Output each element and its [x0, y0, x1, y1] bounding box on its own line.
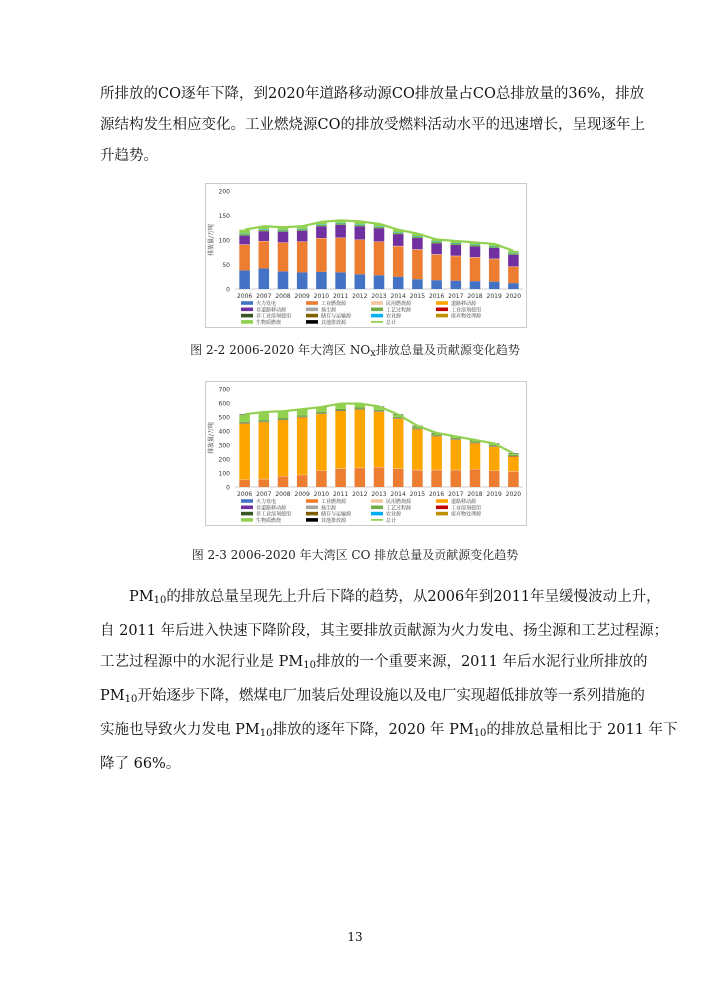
x-tick-label: 2014: [390, 293, 406, 300]
caption-subscript: x: [370, 348, 376, 359]
bar-segment: [489, 246, 500, 247]
x-tick-label: 2008: [275, 491, 291, 498]
co-chart-svg: [205, 381, 527, 526]
bar-segment: [508, 455, 519, 456]
bar-segment: [278, 420, 289, 476]
bar-segment: [239, 424, 250, 480]
legend-swatch: [436, 499, 448, 503]
bar-segment: [316, 225, 327, 226]
bar-segment: [297, 272, 308, 289]
bar-segment: [508, 456, 519, 471]
legend-swatch: [306, 314, 318, 318]
y-tick-label: 100: [218, 470, 230, 478]
legend-label: 非道路移动源: [256, 307, 287, 314]
legend-label: 工艺过程源: [386, 505, 412, 512]
figure-2-2-caption: [0, 341, 710, 359]
legend-swatch: [241, 506, 253, 510]
y-tick-label: 600: [218, 400, 230, 408]
x-tick-label: 2006: [236, 293, 253, 300]
x-tick-label: 2008: [275, 293, 291, 300]
text: 工艺过程源中的水泥行业是 PM: [100, 654, 304, 670]
bar-segment: [316, 412, 327, 414]
legend-label: 废弃物处理源: [451, 511, 482, 518]
bar-segment: [374, 467, 385, 487]
bar-segment: [431, 242, 442, 243]
paragraph-1-line-3: 升趋势。: [100, 148, 158, 164]
bar-segment: [393, 233, 404, 234]
bar-segment: [239, 230, 250, 234]
legend-label: 扬尘源: [321, 505, 337, 512]
legend-swatch: [436, 308, 448, 312]
bar-segment: [297, 415, 308, 417]
paragraph-1: [100, 79, 645, 172]
bar-segment: [451, 245, 462, 256]
y-tick-label: 700: [218, 386, 230, 394]
page-number: 13: [347, 930, 363, 944]
bar-segment: [278, 477, 289, 488]
bar-segment: [355, 240, 366, 274]
legend-label: 总计: [386, 319, 397, 326]
bar-segment: [508, 283, 519, 289]
legend-label: 道路移动源: [451, 499, 477, 505]
bar-segment: [239, 234, 250, 235]
bar-segment: [259, 422, 270, 479]
legend-label: 非工业溶剂使用: [256, 313, 292, 320]
legend-swatch: [241, 308, 253, 312]
x-tick-label: 2012: [352, 293, 368, 300]
bar-segment: [239, 422, 250, 423]
subscript: 10: [473, 728, 487, 739]
bar-segment: [259, 412, 270, 420]
bar-segment: [489, 282, 500, 289]
legend-label: 生物质燃烧: [256, 319, 282, 326]
bar-segment: [297, 242, 308, 272]
bar-segment: [412, 470, 423, 487]
subscript: 10: [124, 694, 138, 705]
bar-segment: [278, 418, 289, 420]
bar-segment: [393, 277, 404, 289]
legend-swatch: [436, 314, 448, 318]
bar-segment: [393, 234, 404, 246]
bar-segment: [451, 470, 462, 487]
legend-swatch: [306, 512, 318, 516]
y-tick-label: 200: [218, 456, 230, 464]
legend-label: 其他排放源: [321, 319, 347, 326]
paragraph-2-line-4: [100, 681, 645, 715]
x-tick-label: 2018: [467, 293, 483, 300]
text: PM: [100, 688, 125, 704]
legend-swatch: [371, 506, 383, 510]
x-tick-label: 2012: [352, 491, 368, 498]
x-tick-label: 2013: [371, 491, 387, 498]
bar-segment: [374, 242, 385, 275]
y-tick-label: 400: [218, 428, 230, 436]
y-tick-label: 0: [226, 484, 230, 492]
legend-label: 工业燃烧源: [321, 301, 347, 307]
x-tick-label: 2011: [332, 293, 349, 300]
bar-segment: [355, 225, 366, 226]
caption-prefix: 图 2-2 2006-2020 年大湾区 NO: [190, 343, 371, 357]
bar-segment: [374, 227, 385, 228]
legend-label: 储存与运输源: [321, 313, 352, 320]
bar-segment: [489, 248, 500, 259]
bar-segment: [374, 228, 385, 241]
bar-segment: [259, 479, 270, 487]
legend-label: 其他排放源: [321, 517, 347, 524]
paragraph-2-line-5: [100, 715, 678, 749]
caption-suffix: 排放总量及贡献源变化趋势: [375, 343, 520, 357]
legend-swatch: [371, 499, 383, 503]
legend-label: 工业溶剂使用: [451, 307, 482, 314]
bar-segment: [239, 270, 250, 289]
bar-segment: [239, 236, 250, 245]
legend-label: 扬尘源: [321, 307, 337, 314]
legend-label: 工业燃烧源: [321, 499, 347, 505]
paragraph-2-line-3: [100, 647, 648, 681]
legend-swatch: [241, 499, 253, 503]
bar-segment: [259, 268, 270, 289]
y-tick-label: 100: [218, 237, 230, 245]
bar-segment: [374, 410, 385, 412]
text: 的排放总量相比于 2011 年下: [486, 722, 678, 738]
bar-segment: [451, 243, 462, 244]
nox-chart-svg: [205, 183, 527, 328]
bar-segment: [412, 238, 423, 249]
legend-swatch: [436, 301, 448, 305]
bar-segment: [412, 279, 423, 289]
subscript: 10: [153, 595, 167, 606]
figure-2-3-caption: 图 2-3 2006-2020 年大湾区 CO 排放总量及贡献源变化趋势: [191, 548, 519, 562]
x-tick-label: 2011: [332, 491, 349, 498]
legend-label: 火力发电: [256, 301, 277, 307]
x-tick-label: 2013: [371, 293, 387, 300]
bar-segment: [355, 407, 366, 409]
legend-label: 废弃物处理源: [451, 313, 482, 320]
bar-segment: [374, 412, 385, 467]
bar-segment: [508, 472, 519, 487]
bar-segment: [374, 275, 385, 289]
x-tick-label: 2006: [236, 491, 253, 498]
bar-segment: [278, 230, 289, 231]
nox-emission-chart: [205, 183, 527, 328]
legend-swatch: [371, 314, 383, 318]
bar-segment: [316, 414, 327, 471]
x-tick-label: 2018: [467, 491, 483, 498]
legend-label: 火力发电: [256, 499, 277, 505]
bar-segment: [431, 436, 442, 470]
x-tick-label: 2016: [428, 293, 445, 300]
x-tick-label: 2009: [294, 491, 310, 498]
y-axis-label: 排放量/万吨: [208, 223, 215, 257]
bar-segment: [470, 245, 481, 246]
x-tick-label: 2009: [294, 293, 310, 300]
y-tick-label: 200: [218, 188, 230, 196]
bar-segment: [508, 253, 519, 254]
text: 开始逐步下降，燃煤电厂加装后处理设施以及电厂实现超低排放等一系列措施的: [137, 688, 645, 704]
bar-segment: [431, 470, 442, 487]
legend-label: 道路移动源: [451, 301, 477, 307]
x-tick-label: 2010: [313, 293, 330, 300]
y-axis-label: 排放量/万吨: [208, 421, 215, 455]
bar-segment: [470, 246, 481, 257]
legend-label: 工业溶剂使用: [451, 505, 482, 512]
bar-segment: [239, 480, 250, 487]
bar-segment: [508, 255, 519, 267]
legend-label: 工艺过程源: [386, 307, 412, 314]
legend-swatch: [371, 512, 383, 516]
text: 的排放总量呈现先上升后下降的趋势，从2006年到2011年呈缓慢波动上升，: [166, 589, 661, 605]
bar-segment: [316, 239, 327, 272]
bar-segment: [355, 468, 366, 487]
bar-segment: [431, 255, 442, 280]
text: 排放的逐年下降，2020 年 PM: [272, 722, 474, 738]
x-tick-label: 2020: [505, 293, 522, 300]
bar-segment: [489, 259, 500, 282]
bar-segment: [470, 258, 481, 282]
x-tick-label: 2015: [409, 491, 426, 498]
bar-segment: [412, 237, 423, 238]
bar-segment: [316, 272, 327, 289]
paragraph-1-line-2: 源结构发生相应变化。工业燃烧源CO的排放受燃料活动水平的迅速增长，呈现逐年上: [100, 117, 645, 133]
bar-segment: [393, 469, 404, 487]
bar-segment: [335, 272, 346, 289]
bar-segment: [239, 245, 250, 270]
bar-segment: [508, 251, 519, 253]
paragraph-2-line-2: 自 2011 年后进入快速下降阶段，其主要排放贡献源为火力发电、扬尘源和工艺过程源；: [100, 623, 669, 639]
legend-swatch: [241, 314, 253, 318]
bar-segment: [316, 226, 327, 238]
legend-label: 总计: [386, 517, 397, 524]
bar-segment: [470, 281, 481, 289]
bar-segment: [335, 469, 346, 487]
y-tick-label: 300: [218, 442, 230, 450]
y-tick-label: 0: [226, 286, 230, 294]
bar-segment: [278, 232, 289, 243]
legend-swatch: [306, 499, 318, 503]
legend-label: 农业源: [386, 511, 402, 518]
paragraph-1-line-1: 所排放的CO逐年下降，到2020年道路移动源CO排放量占CO总排放量的36%，排放: [100, 86, 645, 102]
legend-label: 民用燃烧源: [386, 301, 412, 307]
bar-segment: [393, 246, 404, 276]
legend-swatch: [306, 506, 318, 510]
legend-swatch: [436, 512, 448, 516]
bar-segment: [489, 471, 500, 487]
bar-segment: [259, 241, 270, 268]
legend-label: 民用燃烧源: [386, 499, 412, 505]
x-tick-label: 2017: [448, 293, 464, 300]
x-tick-label: 2019: [486, 491, 502, 498]
bar-segment: [278, 243, 289, 271]
paragraph-2: [100, 582, 678, 780]
bar-segment: [278, 412, 289, 418]
bar-segment: [451, 256, 462, 281]
co-emission-chart: [205, 381, 527, 526]
bar-segment: [431, 243, 442, 254]
bar-segment: [335, 225, 346, 238]
x-tick-label: 2007: [256, 491, 272, 498]
bar-segment: [431, 280, 442, 289]
bar-segment: [335, 238, 346, 272]
x-tick-label: 2010: [313, 491, 330, 498]
legend-swatch: [306, 301, 318, 305]
bar-segment: [297, 475, 308, 487]
paragraph-2-line-1: [100, 582, 661, 616]
x-tick-label: 2016: [428, 491, 445, 498]
text: PM: [129, 589, 154, 605]
bar-segment: [412, 250, 423, 279]
legend-swatch: [241, 320, 253, 324]
legend-swatch: [241, 301, 253, 305]
legend-swatch: [371, 301, 383, 305]
bar-segment: [239, 415, 250, 422]
subscript: 10: [303, 660, 316, 671]
bar-segment: [297, 229, 308, 230]
bar-segment: [316, 471, 327, 487]
legend-swatch: [241, 518, 253, 522]
y-tick-label: 500: [218, 414, 230, 422]
bar-segment: [297, 231, 308, 242]
legend-label: 非工业溶剂使用: [256, 511, 292, 518]
bar-segment: [355, 274, 366, 289]
bar-segment: [259, 231, 270, 241]
paragraph-2-line-6: 降了 66%。: [100, 756, 181, 772]
legend-swatch: [436, 506, 448, 510]
bar-segment: [508, 267, 519, 283]
bar-segment: [470, 443, 481, 469]
bar-segment: [451, 281, 462, 289]
x-tick-label: 2019: [486, 293, 502, 300]
y-tick-label: 150: [218, 213, 230, 220]
bar-segment: [451, 440, 462, 470]
bar-segment: [489, 447, 500, 471]
bar-segment: [335, 409, 346, 411]
x-tick-label: 2017: [448, 491, 464, 498]
x-tick-label: 2007: [256, 293, 272, 300]
y-tick-label: 50: [222, 262, 230, 269]
legend-swatch: [306, 308, 318, 312]
bar-segment: [355, 226, 366, 239]
legend-swatch: [241, 512, 253, 516]
legend-swatch: [371, 308, 383, 312]
text: 排放的一个重要来源，2011 年后水泥行业所排放的: [315, 654, 648, 670]
x-tick-label: 2020: [505, 491, 522, 498]
bar-segment: [355, 410, 366, 468]
bar-segment: [278, 271, 289, 289]
x-tick-label: 2014: [390, 491, 406, 498]
bar-segment: [412, 429, 423, 470]
bar-segment: [335, 223, 346, 224]
legend-label: 生物质燃烧: [256, 517, 282, 524]
legend-swatch: [306, 320, 318, 324]
bar-segment: [335, 411, 346, 468]
bar-segment: [259, 420, 270, 422]
bar-segment: [259, 230, 270, 231]
bar-segment: [470, 470, 481, 488]
x-tick-label: 2015: [409, 293, 426, 300]
legend-label: 农业源: [386, 313, 402, 320]
text: 实施也导致火力发电 PM: [100, 722, 260, 738]
legend-label: 储存与运输源: [321, 511, 352, 518]
legend-label: 非道路移动源: [256, 505, 287, 512]
bar-segment: [508, 454, 519, 455]
legend-swatch: [306, 518, 318, 522]
bar-segment: [393, 419, 404, 469]
subscript: 10: [259, 728, 273, 739]
bar-segment: [297, 417, 308, 474]
